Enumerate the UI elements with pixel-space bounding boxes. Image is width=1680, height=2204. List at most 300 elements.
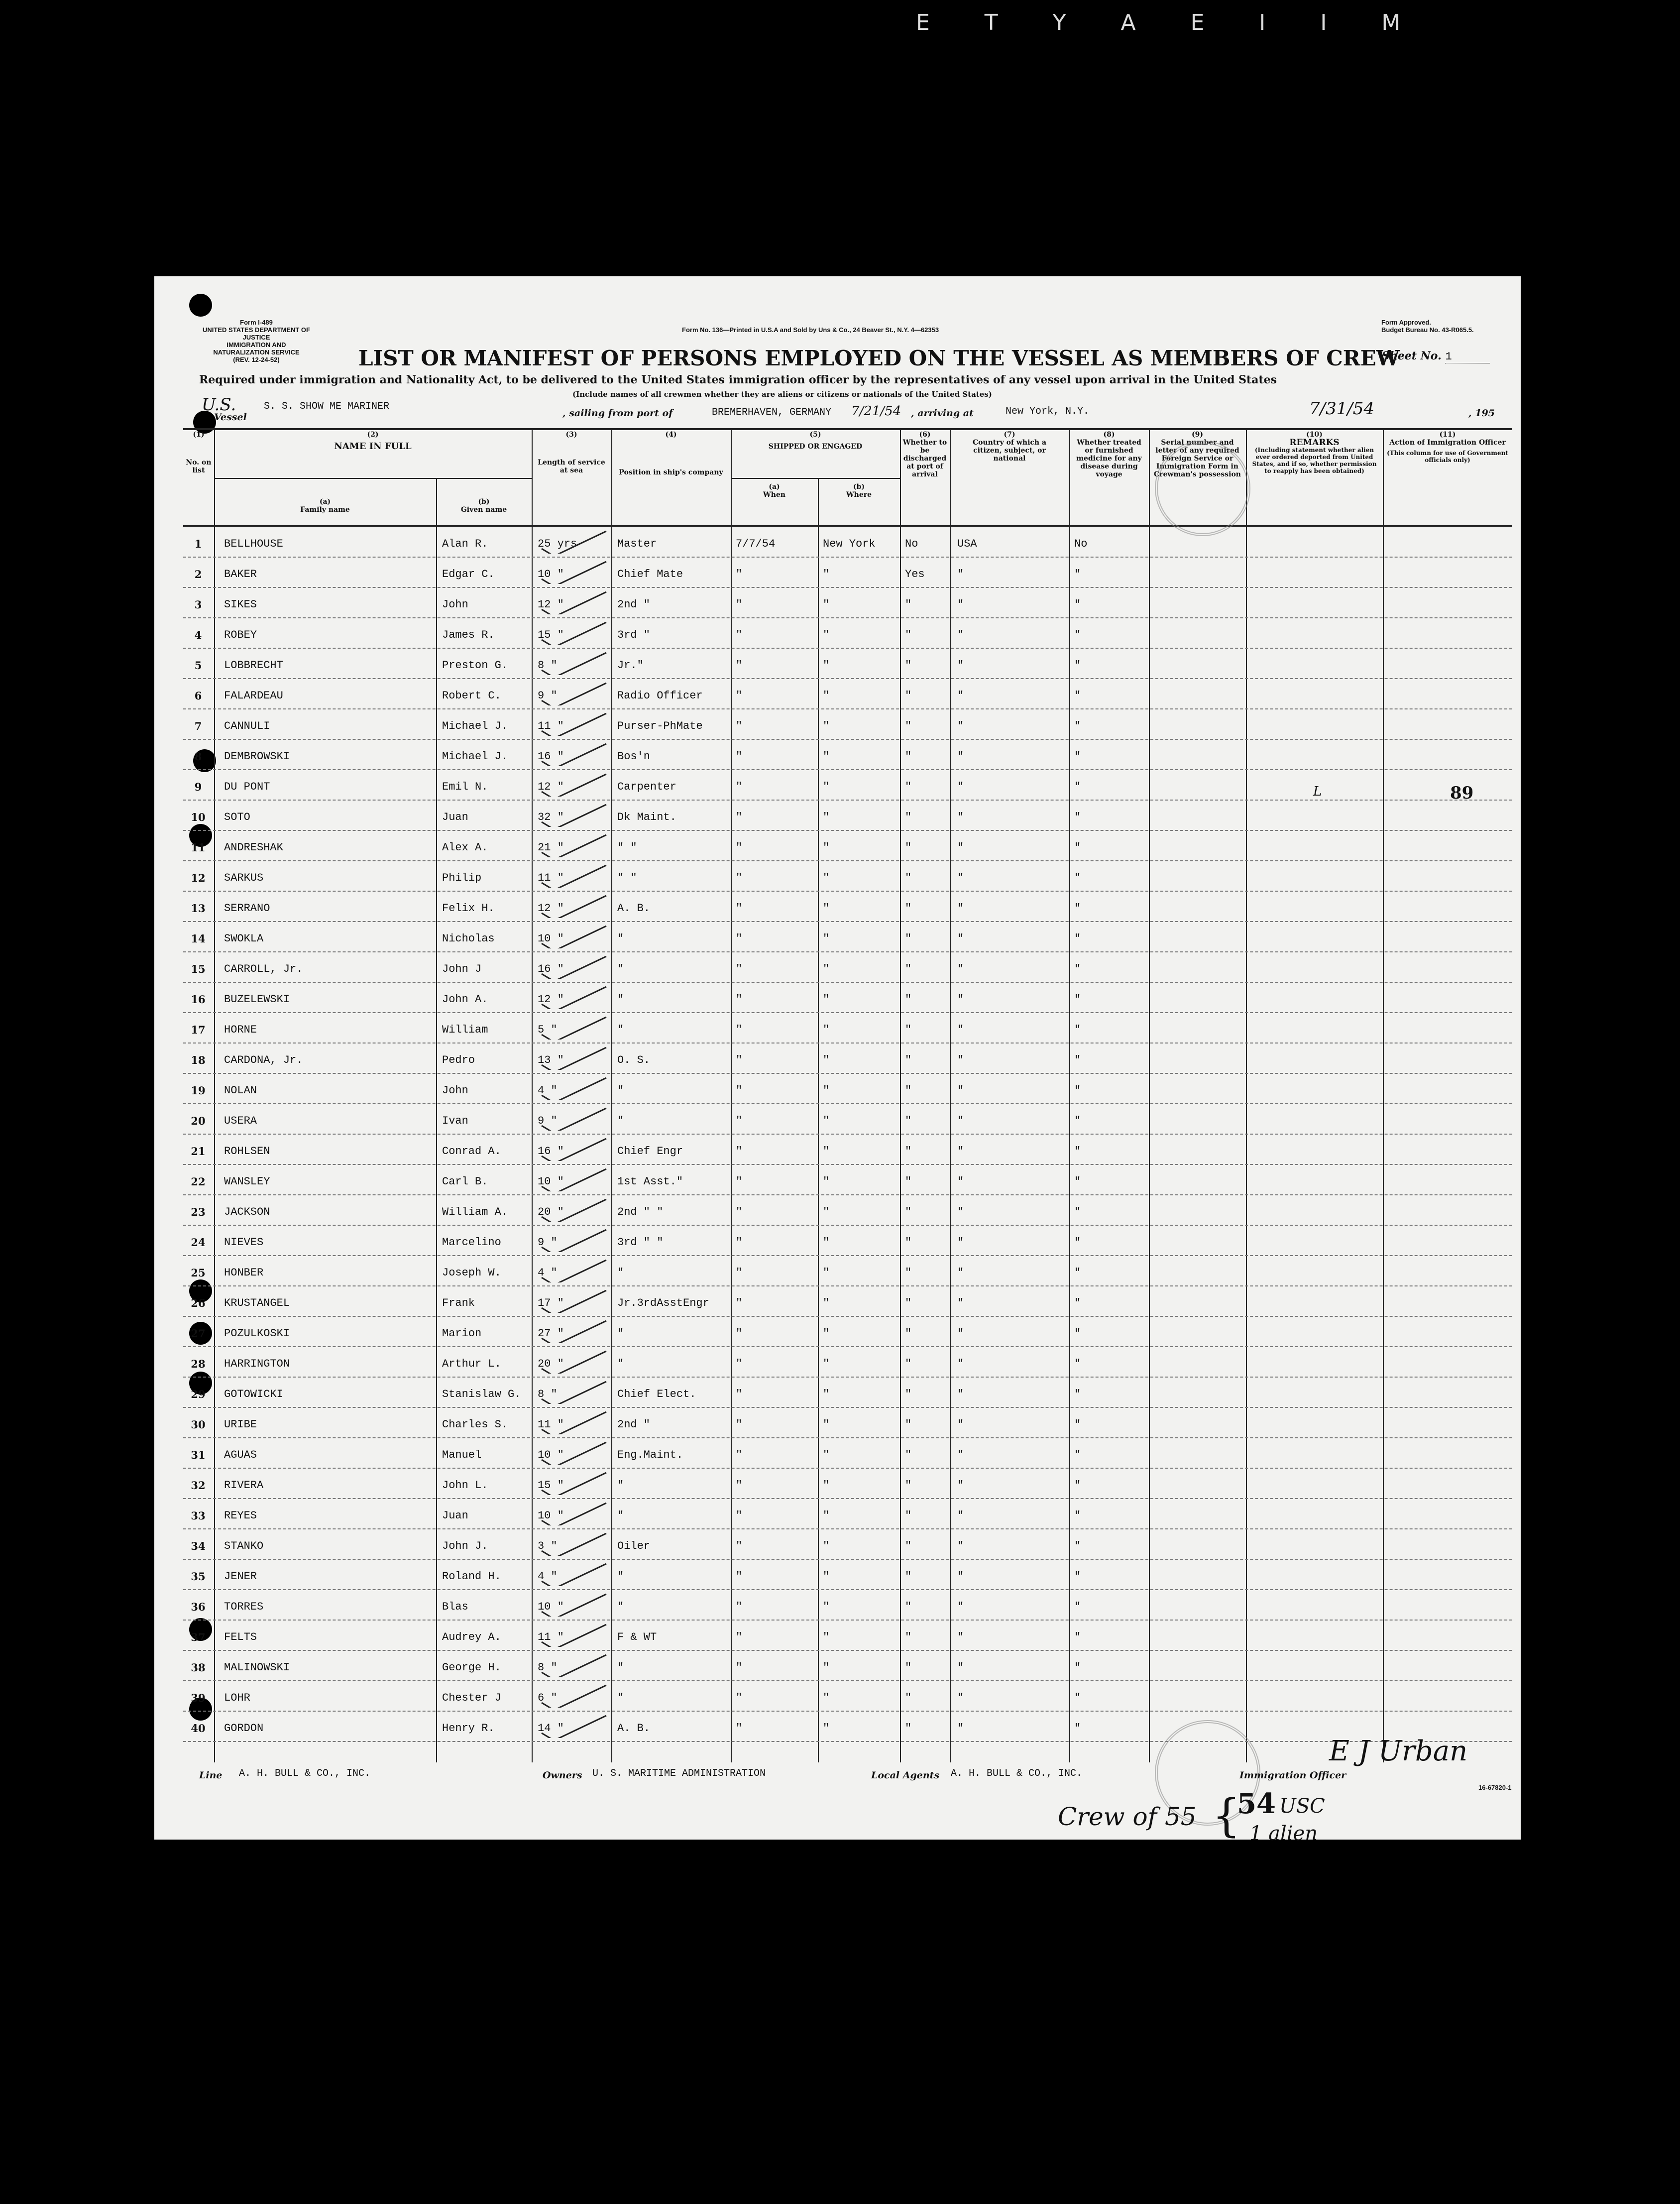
cell-position: Chief Mate [617,568,683,580]
cell-position: 3rd " " [617,1236,664,1249]
cell-disch: " [905,1479,912,1492]
cell-disch: " [905,781,912,793]
cell-service: 12 " [538,598,564,611]
officer-signature: E J Urban [1329,1735,1468,1767]
cell-when: " [736,1661,743,1674]
cell-service: 12 " [538,902,564,915]
dept-line: UNITED STATES DEPARTMENT OF JUSTICE [203,326,310,341]
cell-disch: " [905,1418,912,1431]
cell-medicine: " [1074,1327,1081,1340]
col-where-header: (b) Where [846,483,872,499]
cell-given: Conrad A. [442,1145,501,1158]
cell-country: " [957,629,964,641]
cell-family: CARROLL, Jr. [224,963,303,975]
cell-disch: " [905,1145,912,1158]
cell-medicine: " [1074,1418,1081,1431]
brace-icon: { [1212,1790,1241,1842]
cell-disch: " [905,1449,912,1461]
cell-where: " [823,1631,830,1643]
cell-position: Dk Maint. [617,811,676,823]
cell-where: " [823,1054,830,1066]
cell-country: " [957,720,964,732]
cell-disch: " [905,993,912,1006]
cell-disch: " [905,1054,912,1066]
cell-no: 5 [194,659,202,672]
cell-position: A. B. [617,1722,651,1735]
cell-service: 11 " [538,1631,564,1643]
crew-row [183,983,1512,1013]
cell-when: " [736,690,743,702]
cell-family: LOBBRECHT [224,659,283,672]
cell-medicine: " [1074,1267,1081,1279]
cell-position: " [617,1084,624,1097]
cell-country: " [957,993,964,1006]
cell-where: " [823,1024,830,1036]
cell-given: John J [442,963,482,975]
cell-where: " [823,1297,830,1309]
cell-family: SOTO [224,811,250,823]
cell-position: " [617,963,624,975]
cell-where: " [823,1115,830,1127]
cell-when: " [736,750,743,763]
agents-label: Local Agents [871,1770,940,1781]
cell-when: " [736,1570,743,1583]
punch-hole [189,294,212,317]
crew-row [183,1591,1512,1621]
approval-block [1381,319,1474,334]
check-mark-icon [532,772,611,797]
check-mark-icon [532,832,611,857]
cell-given: Frank [442,1297,475,1309]
cell-medicine: " [1074,1206,1081,1218]
cell-family: TORRES [224,1601,264,1613]
cell-country: " [957,1692,964,1704]
usc-label: USC [1279,1795,1325,1818]
crew-row [183,1530,1512,1560]
cell-position: A. B. [617,902,651,915]
cell-medicine: " [1074,1509,1081,1522]
col-country-header: (7) Country of which a citizen, subject, or national [972,431,1047,463]
cell-position: Radio Officer [617,690,703,702]
cell-medicine: " [1074,1236,1081,1249]
cell-no: 2 [194,568,202,580]
cell-family: AGUAS [224,1449,257,1461]
cell-when: " [736,629,743,641]
include-note: (Include names of all crewmen whether they are aliens or citizens or nationals of the United States) [572,390,992,399]
cell-country: " [957,963,964,975]
cell-medicine: " [1074,568,1081,580]
cell-family: REYES [224,1509,257,1522]
cell-given: Pedro [442,1054,475,1066]
cell-when: " [736,1540,743,1552]
cell-country: " [957,1418,964,1431]
cell-country: " [957,1267,964,1279]
cell-position: 2nd " " [617,1206,664,1218]
cell-no: 38 [191,1661,206,1674]
check-mark-icon [532,1318,611,1343]
check-mark-icon [532,1470,611,1495]
cell-service: 8 " [538,1661,558,1674]
cell-medicine: " [1074,1084,1081,1097]
cell-no: 36 [191,1601,206,1613]
cell-position: " [617,993,624,1006]
cell-when: " [736,1267,743,1279]
cell-where: " [823,690,830,702]
owners-value: U. S. MARITIME ADMINISTRATION [592,1768,766,1779]
line-label: Line [199,1770,223,1781]
cell-when: " [736,872,743,884]
cell-where: " [823,1388,830,1400]
cell-country: " [957,750,964,763]
cell-no: 37 [191,1631,206,1643]
cell-country: " [957,841,964,854]
voyage-line [199,395,1513,423]
check-mark-icon [532,802,611,827]
cell-family: KRUSTANGEL [224,1297,290,1309]
cell-no: 31 [191,1449,206,1461]
cell-position: " [617,1601,624,1613]
cell-country: " [957,1601,964,1613]
cell-when: " [736,1388,743,1400]
crew-row [183,1408,1512,1438]
cell-where: " [823,1236,830,1249]
cell-disch: Yes [905,568,925,580]
cell-disch: " [905,1631,912,1643]
cell-service: 32 " [538,811,564,823]
cell-no: 25 [191,1267,206,1279]
cell-country: " [957,1206,964,1218]
cell-no: 19 [191,1084,206,1097]
cell-no: 13 [191,902,206,915]
cell-when: " [736,1054,743,1066]
check-mark-icon [532,1531,611,1556]
cell-no: 18 [191,1054,206,1066]
crew-row [183,1135,1512,1165]
cell-given: Audrey A. [442,1631,501,1643]
cell-disch: " [905,659,912,672]
cell-disch: " [905,902,912,915]
check-mark-icon [532,620,611,645]
cell-country: " [957,1297,964,1309]
check-mark-icon [532,1106,611,1131]
cell-given: Manuel [442,1449,482,1461]
cell-when: " [736,1418,743,1431]
cell-country: " [957,781,964,793]
cell-position: " " [617,872,637,884]
cell-given: Marion [442,1327,482,1340]
form-code: 16-67820-1 [1478,1784,1512,1791]
vessel-label: Vessel [214,412,247,423]
cell-where: " [823,1570,830,1583]
col-position-header: (4) Position in ship's company [619,431,723,476]
cell-position: " [617,1479,624,1492]
cell-when: " [736,1327,743,1340]
cell-service: 10 " [538,1449,564,1461]
check-mark-icon [532,741,611,766]
cell-medicine: " [1074,902,1081,915]
cell-when: " [736,1449,743,1461]
crew-row [183,558,1512,588]
usc-count: 54 [1237,1787,1276,1820]
cell-given: Marcelino [442,1236,501,1249]
check-mark-icon [532,711,611,736]
requirement-text: Required under immigration and Nationality Act, to be delivered to the United States immigration officer by the representatives of any vessel upon arrival in the United States [199,373,1277,386]
dept-line: (REV. 12-24-52) [233,356,280,363]
cell-service: 10 " [538,1601,564,1613]
cell-position: O. S. [617,1054,651,1066]
crew-row [183,710,1512,740]
crew-row [183,1651,1512,1681]
cell-family: BUZELEWSKI [224,993,290,1006]
check-mark-icon [532,1227,611,1252]
cell-given: John J. [442,1540,488,1552]
crew-row [183,923,1512,952]
cell-country: " [957,1145,964,1158]
cell-position: Jr." [617,659,644,672]
cell-family: ROHLSEN [224,1145,270,1158]
cell-when: " [736,1722,743,1735]
check-mark-icon [532,1197,611,1222]
cell-service: 5 " [538,1024,558,1036]
cell-disch: " [905,841,912,854]
cell-where: " [823,932,830,945]
arrival-date: 7/31/54 [1309,399,1375,419]
check-mark-icon [532,984,611,1009]
cell-no: 23 [191,1206,206,1218]
cell-medicine: " [1074,811,1081,823]
cell-family: FELTS [224,1631,257,1643]
rule [183,428,1512,430]
cell-when: " [736,1479,743,1492]
check-mark-icon [532,1349,611,1374]
cell-family: DEMBROWSKI [224,750,290,763]
cell-given: Edgar C. [442,568,495,580]
cell-service: 12 " [538,993,564,1006]
cell-when: " [736,598,743,611]
rule [183,525,1512,527]
cell-where: " [823,1722,830,1735]
cell-medicine: " [1074,1358,1081,1370]
cell-country: " [957,902,964,915]
cell-position: Carpenter [617,781,676,793]
cell-no: 35 [191,1570,206,1583]
crew-row [183,588,1512,618]
cell-medicine: " [1074,750,1081,763]
cell-service: 8 " [538,659,558,672]
cell-medicine: " [1074,1722,1081,1735]
cell-given: John A. [442,993,488,1006]
dept-line: IMMIGRATION AND NATURALIZATION SERVICE [213,341,300,356]
crew-row [183,1105,1512,1135]
crew-row [183,680,1512,709]
cell-where: " [823,629,830,641]
cell-position: Jr.3rdAsstEngr [617,1297,709,1309]
cell-given: James R. [442,629,495,641]
crew-row [183,1317,1512,1347]
cell-no: 34 [191,1540,206,1552]
cell-service: 17 " [538,1297,564,1309]
cell-country: " [957,1540,964,1552]
cell-position: " [617,932,624,945]
check-mark-icon [532,650,611,675]
cell-country: " [957,1236,964,1249]
cell-no: 15 [191,963,206,975]
cell-where: " [823,1449,830,1461]
cell-where: " [823,568,830,580]
cell-family: HONBER [224,1267,264,1279]
cell-service: 12 " [538,781,564,793]
cell-family: USERA [224,1115,257,1127]
cell-medicine: " [1074,1175,1081,1188]
cell-medicine: " [1074,659,1081,672]
cell-when: " [736,1115,743,1127]
check-mark-icon [532,1561,611,1586]
cell-country: " [957,1479,964,1492]
cell-family: HORNE [224,1024,257,1036]
cell-disch: " [905,1327,912,1340]
cell-medicine: " [1074,1601,1081,1613]
crew-row [183,1257,1512,1286]
cell-medicine: " [1074,1449,1081,1461]
cell-when: " [736,1024,743,1036]
cell-when: " [736,902,743,915]
crew-row [183,1469,1512,1499]
cell-no: 22 [191,1175,206,1188]
cell-given: Robert C. [442,690,501,702]
film-frame-markings: E T Y A E I I M [916,10,1425,35]
cell-position: Bos'n [617,750,651,763]
cell-family: SWOKLA [224,932,264,945]
cell-family: SIKES [224,598,257,611]
col-remarks-header: (10) REMARKS (Including statement whether alien ever ordered deported from United States, and if so, whether permission to reapply has been obtained) [1252,431,1377,474]
check-mark-icon [532,1409,611,1434]
cell-medicine: " [1074,690,1081,702]
cell-country: " [957,872,964,884]
cell-family: GOTOWICKI [224,1388,283,1400]
cell-where: " [823,872,830,884]
crew-row [183,528,1512,558]
cell-where: " [823,750,830,763]
crew-row [183,1287,1512,1317]
manifest-title: LIST OR MANIFEST OF PERSONS EMPLOYED ON THE VESSEL AS MEMBERS OF CREW [358,346,1400,370]
cell-position: " [617,1024,624,1036]
crew-row [183,1348,1512,1378]
cell-where: " [823,1175,830,1188]
cell-when: " [736,1145,743,1158]
cell-family: CANNULI [224,720,270,732]
crew-row [183,862,1512,892]
cell-where: " [823,963,830,975]
cell-position: F & WT [617,1631,657,1643]
cell-family: GORDON [224,1722,264,1735]
cell-service: 11 " [538,720,564,732]
cell-disch: " [905,690,912,702]
cell-no: 40 [191,1722,206,1735]
cell-when: " [736,781,743,793]
cell-no: 39 [191,1692,206,1704]
cell-service: 10 " [538,1175,564,1188]
cell-medicine: " [1074,841,1081,854]
cell-family: DU PONT [224,781,270,793]
cell-medicine: No [1074,538,1088,550]
cell-medicine: " [1074,1297,1081,1309]
crew-row [183,831,1512,861]
cell-disch: " [905,932,912,945]
cell-medicine: " [1074,1388,1081,1400]
cell-family: SERRANO [224,902,270,915]
cell-position: " [617,1327,624,1340]
cell-disch: " [905,1388,912,1400]
cell-disch: " [905,1601,912,1613]
cell-where: " [823,1327,830,1340]
immigration-stamp [1155,441,1250,536]
crew-manifest-sheet [154,276,1521,1845]
cell-given: William A. [442,1206,508,1218]
cell-given: Roland H. [442,1570,501,1583]
cell-country: " [957,1054,964,1066]
crew-row [183,1682,1512,1712]
cell-service: 14 " [538,1722,564,1735]
cell-position: " [617,1509,624,1522]
cell-where: " [823,993,830,1006]
cell-medicine: " [1074,1115,1081,1127]
sheet-number [1382,349,1490,363]
check-mark-icon [532,589,611,614]
line-value: A. H. BULL & CO., INC. [239,1768,371,1779]
cell-disch: " [905,1358,912,1370]
crew-row [183,1226,1512,1256]
crew-row [183,1165,1512,1195]
cell-when: " [736,841,743,854]
crew-row [183,619,1512,649]
cell-disch: No [905,538,918,550]
col-shipped-header: (5) SHIPPED OR ENGAGED [768,431,863,451]
crew-row [183,1196,1512,1226]
cell-where: " [823,841,830,854]
cell-given: John L. [442,1479,488,1492]
cell-position: " [617,1358,624,1370]
cell-given: Chester J [442,1692,501,1704]
cell-where: " [823,1145,830,1158]
cell-where: " [823,811,830,823]
cell-given: William [442,1024,488,1036]
cell-country: " [957,690,964,702]
check-mark-icon [532,1075,611,1100]
cell-given: Juan [442,1509,468,1522]
check-mark-icon [532,1592,611,1617]
cell-no: 4 [194,629,202,641]
cell-given: Alex A. [442,841,488,854]
cell-no: 29 [191,1388,206,1400]
cell-when: " [736,1297,743,1309]
cell-service: 11 " [538,872,564,884]
cell-no: 7 [194,720,202,732]
cell-no: 6 [194,690,202,702]
cell-family: SARKUS [224,872,264,884]
check-mark-icon [532,1683,611,1708]
cell-no: 17 [191,1024,206,1036]
cell-service: 10 " [538,1509,564,1522]
cell-family: CARDONA, Jr. [224,1054,303,1066]
cell-when: " [736,1084,743,1097]
cell-position: " [617,1570,624,1583]
cell-service: 20 " [538,1358,564,1370]
cell-where: " [823,1418,830,1431]
cell-country: " [957,598,964,611]
cell-no: 11 [191,841,206,854]
check-mark-icon [532,1015,611,1040]
cell-service: 4 " [538,1570,558,1583]
